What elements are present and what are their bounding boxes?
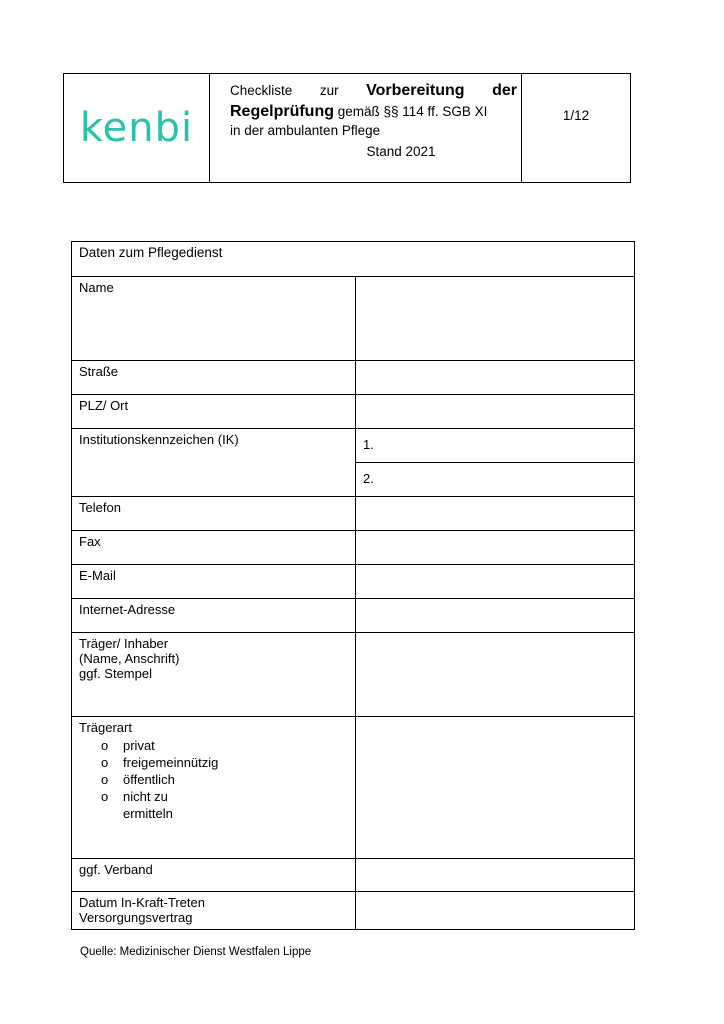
- section-title: Daten zum Pflegedienst: [72, 242, 635, 277]
- option-label: freigemeinnützig: [123, 755, 219, 770]
- field-telefon[interactable]: [356, 497, 635, 531]
- table-row: [72, 242, 635, 277]
- table-row: [72, 395, 635, 429]
- source-note: Quelle: Medizinischer Dienst Westfalen Lippe: [80, 946, 312, 958]
- table-row: [72, 599, 635, 633]
- title-stand: Stand 2021: [366, 144, 436, 159]
- title-line-2: [230, 101, 517, 122]
- traegerart-options: [79, 737, 348, 822]
- page-number-text: 1/12: [562, 108, 590, 123]
- field-traeger[interactable]: [356, 633, 635, 717]
- table-row: [72, 633, 635, 717]
- label-telefon: Telefon: [72, 497, 356, 531]
- title-word: Vorbereitung: [366, 82, 465, 99]
- field-fax[interactable]: [356, 531, 635, 565]
- page-number: [522, 74, 630, 182]
- label-plz-ort: PLZ/ Ort: [72, 395, 356, 429]
- bullet-icon: o: [101, 738, 109, 753]
- title-line-3: in der ambulanten Pflege: [230, 123, 381, 138]
- title-word: der: [492, 82, 517, 99]
- label-ik: Institutionskennzeichen (IK): [72, 429, 356, 497]
- table-row: [72, 531, 635, 565]
- bullet-icon: o: [101, 772, 109, 787]
- header-title: [210, 74, 522, 182]
- option-label: nicht zu: [123, 789, 168, 804]
- table-row: [72, 717, 635, 859]
- option-oeffentlich[interactable]: [101, 771, 348, 788]
- document-header: [63, 73, 631, 183]
- bullet-icon: o: [101, 789, 109, 804]
- table-row: [72, 892, 635, 930]
- title-word: zur: [319, 83, 339, 98]
- label-strasse: Straße: [72, 361, 356, 395]
- datum-line-2: Versorgungsvertrag: [79, 910, 193, 925]
- field-ik-2[interactable]: 2.: [356, 463, 635, 497]
- traegerart-title: Trägerart: [79, 720, 132, 735]
- label-datum: [72, 892, 356, 930]
- pflegedienst-table: [71, 241, 635, 930]
- title-bold: Regelprüfung: [230, 103, 334, 120]
- title-line-1: [230, 80, 517, 101]
- option-continuation: [101, 805, 348, 822]
- option-privat[interactable]: [101, 737, 348, 754]
- field-internet[interactable]: [356, 599, 635, 633]
- kenbi-logo: kenbi: [79, 105, 194, 151]
- traeger-line-1: Träger/ Inhaber: [79, 636, 169, 651]
- label-traegerart: [72, 717, 356, 859]
- option-label: ermitteln: [123, 806, 173, 821]
- option-nicht-zu-ermitteln[interactable]: [101, 788, 348, 805]
- label-internet: Internet-Adresse: [72, 599, 356, 633]
- option-label: privat: [123, 738, 155, 753]
- traeger-line-3: ggf. Stempel: [79, 666, 152, 681]
- option-freigemeinnuetzig[interactable]: [101, 754, 348, 771]
- field-traegerart[interactable]: [356, 717, 635, 859]
- traeger-line-2: (Name, Anschrift): [79, 651, 180, 666]
- field-verband[interactable]: [356, 859, 635, 892]
- field-datum[interactable]: [356, 892, 635, 930]
- label-traeger: [72, 633, 356, 717]
- field-strasse[interactable]: [356, 361, 635, 395]
- table-row: [72, 429, 635, 463]
- table-row: [72, 277, 635, 361]
- field-plz-ort[interactable]: [356, 395, 635, 429]
- field-email[interactable]: [356, 565, 635, 599]
- table-row: [72, 859, 635, 892]
- title-word: Checkliste: [230, 83, 293, 98]
- label-name: Name: [72, 277, 356, 361]
- table-row: [72, 497, 635, 531]
- field-name[interactable]: [356, 277, 635, 361]
- label-fax: Fax: [72, 531, 356, 565]
- title-rest: gemäß §§ 114 ff. SGB XI: [334, 104, 488, 119]
- logo-cell: [64, 74, 210, 182]
- bullet-icon: o: [101, 755, 109, 770]
- option-label: öffentlich: [123, 772, 175, 787]
- label-email: E-Mail: [72, 565, 356, 599]
- table-row: [72, 565, 635, 599]
- field-ik-1[interactable]: 1.: [356, 429, 635, 463]
- label-verband: ggf. Verband: [72, 859, 356, 892]
- datum-line-1: Datum In-Kraft-Treten: [79, 895, 205, 910]
- table-row: [72, 361, 635, 395]
